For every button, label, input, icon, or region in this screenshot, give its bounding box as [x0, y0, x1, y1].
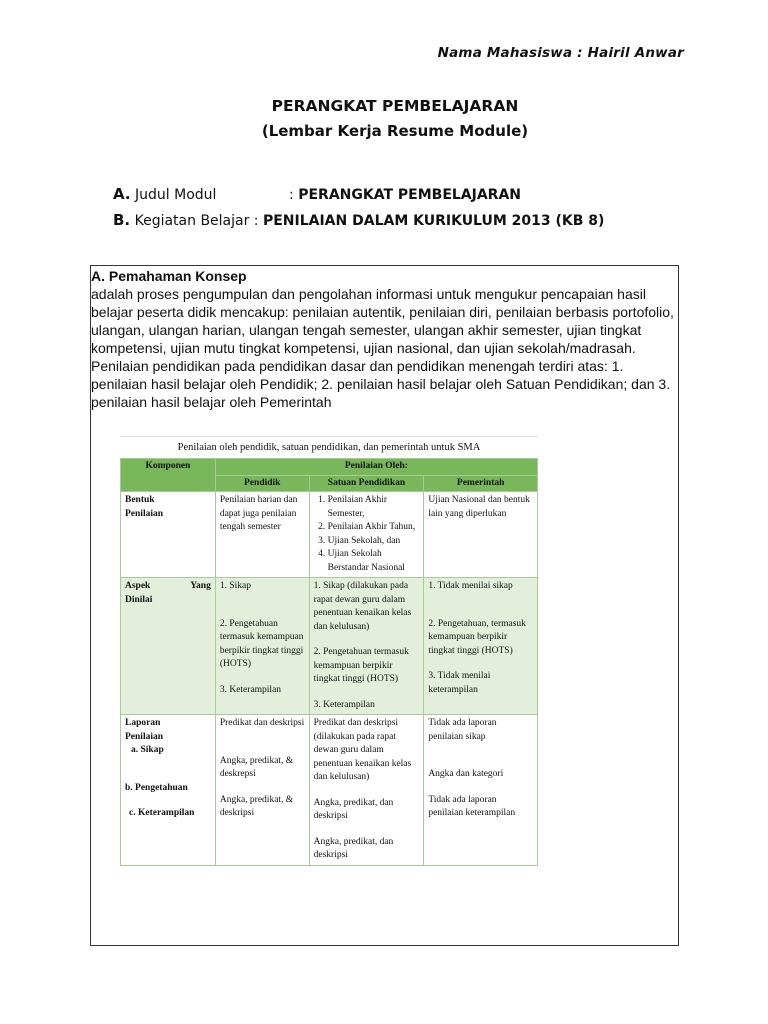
- meta-b-key: Kegiatan Belajar :: [134, 213, 263, 229]
- cell-pendidik: [215, 578, 309, 715]
- cell-pemerintah: [424, 715, 538, 866]
- cell-pendidik: [215, 715, 309, 866]
- student-name: Nama Mahasiswa : Hairil Anwar: [437, 45, 684, 61]
- cell-pemerintah: Ujian Nasional dan bentuk lain yang diperlukan: [424, 492, 538, 578]
- cell-pemerintah: [424, 578, 538, 715]
- page-subtitle: (Lembar Kerja Resume Module): [261, 122, 529, 140]
- cell-item: Angka, predikat, & deskripsi: [219, 794, 294, 818]
- cell-item: Angka, predikat, & deskrepsi: [219, 755, 294, 779]
- row-label: [121, 715, 216, 866]
- meta-a-letter: A.: [113, 185, 131, 203]
- cell-item: Angka, predikat, dan deskripsi: [313, 797, 394, 821]
- cell-item: Angka dan kategori: [428, 769, 504, 779]
- row-label-line: [125, 580, 211, 594]
- table-row: [121, 715, 538, 866]
- row-label-line: Penilaian: [125, 731, 164, 742]
- cell-item: Predikat dan deskripsi: [219, 718, 305, 728]
- concept-heading: A. Pemahaman Konsep: [91, 268, 247, 284]
- concept-paragraph-1: adalah proses pengumpulan dan pengolahan informasi untuk mengukur pencapaian hasil belajar peserta didik mencakup: penilaian autentik, penilaian diri, penilaian berbasis portofolio, ulangan, ulangan harian, ulangan tengah semester, ulangan akhir semester, ujian tingkat kompetensi, ujian mutu tingkat kompetensi, ujian nasional, dan ujian sekolah/madrasah.: [91, 286, 674, 356]
- list-item: 2. Penilaian Akhir Tahun,: [328, 521, 420, 535]
- cell-item: 1. Sikap: [219, 581, 251, 591]
- cell-satuan: [309, 578, 424, 715]
- list-item: 3. Ujian Sekolah, dan: [328, 535, 420, 549]
- meta-a-sep: :: [289, 187, 299, 203]
- cell-item: Angka, predikat, dan deskripsi: [313, 836, 394, 860]
- cell-item: 2. Pengetahuan termasuk kemampuan berpikir tingkat tinggi (HOTS): [313, 647, 409, 684]
- cell-item: 3. Tidak menilai keterampilan: [428, 671, 491, 695]
- header-pendidik: Pendidik: [215, 475, 309, 492]
- header-satuan: Satuan Pendidikan: [309, 475, 424, 492]
- row-label-line: a. Sikap: [131, 745, 164, 755]
- cell-item: Tidak ada laporan penilaian keterampilan: [428, 794, 516, 818]
- list-item: 4. Ujian Sekolah Berstandar Nasional: [328, 548, 420, 575]
- meta-b-letter: B.: [113, 211, 131, 229]
- concept-box: [90, 265, 679, 946]
- cell-item: 3. Keterampilan: [313, 699, 375, 710]
- cell-satuan: [309, 715, 424, 866]
- row-label-word: Yang: [190, 581, 211, 591]
- header-penilaian-oleh: Penilaian Oleh:: [215, 459, 537, 476]
- cell-item: Predikat dan deskripsi (dilakukan pada rapat dewan guru dalam penentuan kenaikan kelas dan kelulusan): [313, 718, 412, 782]
- row-label: [121, 492, 216, 578]
- figure-caption: Penilaian oleh pendidik, satuan pendidikan, dan pemerintah untuk SMA: [120, 436, 538, 457]
- row-label: [121, 578, 216, 715]
- cell-item: 1. Sikap (dilakukan pada rapat dewan guru dalam penentuan kenaikan kelas dan kelulusan): [313, 581, 412, 632]
- row-label-line: c. Keterampilan: [129, 808, 195, 818]
- row-label-line: Dinilai: [125, 594, 153, 605]
- cell-item: 2. Pengetahuan, termasuk kemampuan berpikir tingkat tinggi (HOTS): [428, 618, 526, 656]
- row-label-line: Laporan: [125, 718, 161, 728]
- module-title-row: [113, 185, 521, 203]
- table-row: [121, 492, 538, 578]
- row-label-line: b. Pengetahuan: [125, 782, 188, 793]
- meta-b-value: PENILAIAN DALAM KURIKULUM 2013 (KB 8): [262, 213, 605, 229]
- cell-item: 2. Pengetahuan termasuk kemampuan berpikir tingkat tinggi (HOTS): [219, 618, 304, 669]
- table-header-row: [121, 459, 538, 476]
- meta-a-key: Judul Modul: [135, 187, 217, 203]
- list-item: 1. Penilaian Akhir Semester,: [328, 494, 420, 521]
- learning-activity-row: [113, 211, 604, 229]
- page-title: PERANGKAT PEMBELAJARAN: [271, 97, 519, 115]
- row-label-word: Aspek: [125, 581, 151, 591]
- header-pemerintah: Pemerintah: [424, 475, 538, 492]
- cell-pendidik: Penilaian harian dan dapat juga penilaian tengah semester: [215, 492, 309, 578]
- cell-item: Tidak ada laporan penilaian sikap: [428, 718, 497, 742]
- concept-text: [91, 266, 678, 411]
- cell-satuan: [309, 492, 424, 578]
- meta-a-value: PERANGKAT PEMBELAJARAN: [298, 187, 522, 203]
- cell-item: 3. Keterampilan: [219, 684, 282, 695]
- assessment-figure: [120, 436, 538, 942]
- cell-item: 1. Tidak menilai sikap: [428, 581, 513, 591]
- assessment-table: [120, 458, 538, 866]
- concept-paragraph-2: Penilaian pendidikan pada pendidikan dasar dan pendidikan menengah terdiri atas: 1. penilaian hasil belajar oleh Pendidik; 2. penilaian hasil belajar oleh Satuan Pendidikan; dan 3. penilaian hasil belajar oleh Pemerintah: [91, 358, 671, 410]
- row-label-line: Bentuk: [125, 495, 155, 505]
- row-label-line: Penilaian: [125, 508, 164, 519]
- header-komponen: Komponen: [121, 459, 216, 492]
- table-row: [121, 578, 538, 715]
